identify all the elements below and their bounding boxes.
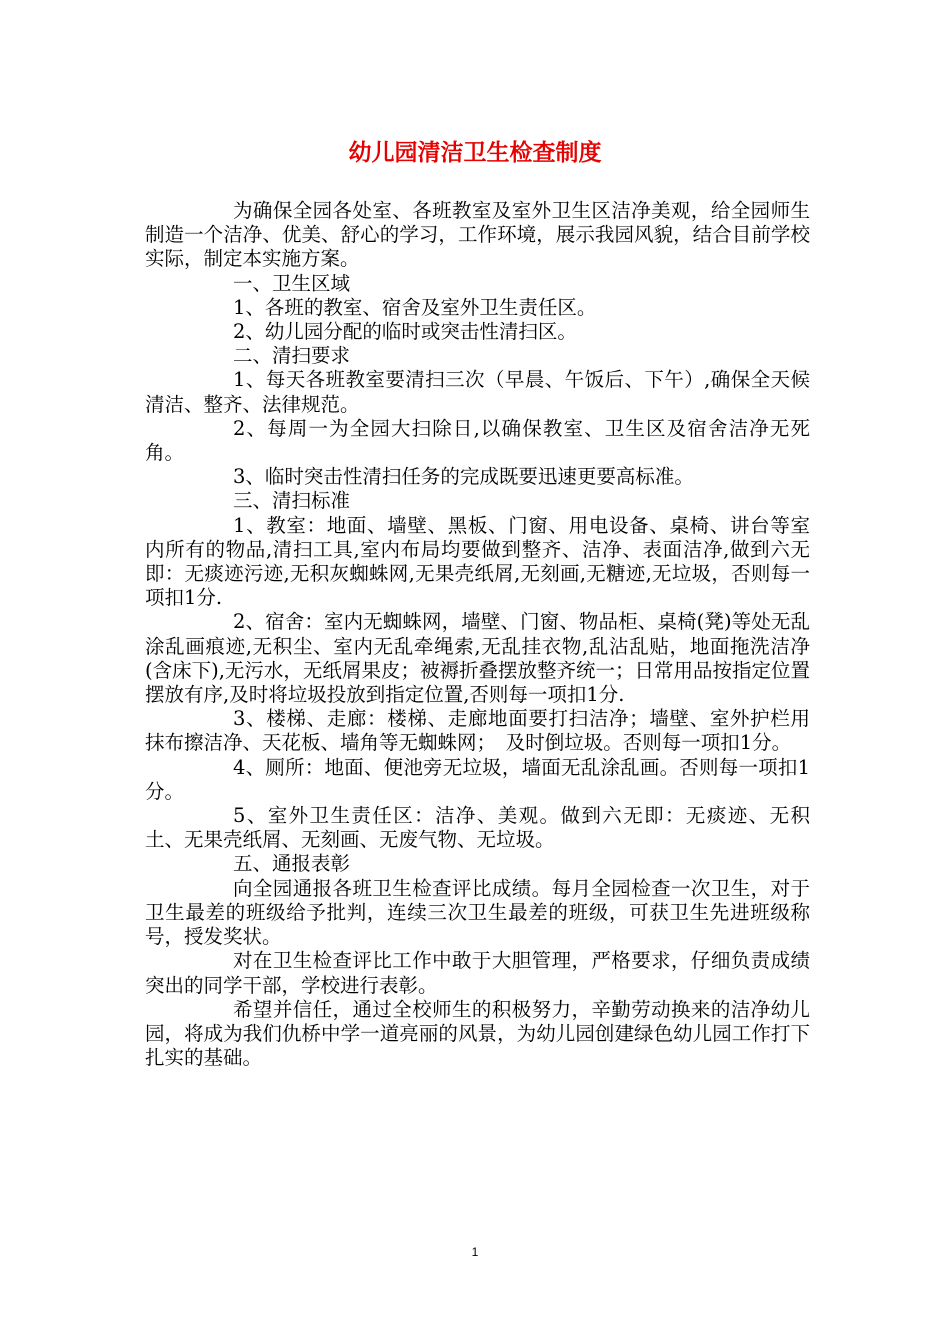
paragraph-item: 对在卫生检查评比工作中敢于大胆管理，严格要求，仔细负责成绩突出的同学干部，学校进行表彰。 bbox=[145, 949, 810, 997]
paragraph-item: 1、教室：地面、墙壁、黑板、门窗、用电设备、桌椅、讲台等室内所有的物品,清扫工具,室内布局均要做到整齐、洁净、表面洁净,做到六无即：无痰迹污迹,无积灰蜘蛛网,无果壳纸屑,无刻画,无糖迹,无垃圾，否则每一项扣1分. bbox=[145, 513, 810, 610]
paragraph-item: 1、每天各班教室要清扫三次（早晨、午饭后、下午）,确保全天候清洁、整齐、法律规范。 bbox=[145, 368, 810, 416]
paragraph-item: 5、室外卫生责任区：洁净、美观。做到六无即：无痰迹、无积土、无果壳纸屑、无刻画、无废气物、无垃圾。 bbox=[145, 804, 810, 852]
section-heading-hygiene-areas: 一、卫生区域 bbox=[233, 271, 351, 295]
section-heading-cleaning-standards: 三、清扫标准 bbox=[233, 489, 351, 513]
paragraph-item: 3、临时突击性清扫任务的完成既要迅速更要高标准。 bbox=[233, 465, 694, 489]
document-title: 幼儿园清洁卫生检查制度 bbox=[348, 140, 602, 166]
paragraph-item: 1、各班的教室、宿舍及室外卫生责任区。 bbox=[233, 295, 597, 319]
paragraph-item: 向全园通报各班卫生检查评比成绩。每月全园检查一次卫生，对于卫生最差的班级给予批判，连续三次卫生最差的班级，可获卫生先进班级称号，授发奖状。 bbox=[145, 876, 810, 949]
section-heading-cleaning-requirements: 二、清扫要求 bbox=[233, 344, 351, 368]
paragraph-intro: 为确保全园各处室、各班教室及室外卫生区洁净美观，给全园师生制造一个洁净、优美、舒心的学习，工作环境，展示我园风貌，结合目前学校实际，制定本实施方案。 bbox=[145, 199, 810, 271]
paragraph-item: 4、厕所：地面、便池旁无垃圾，墙面无乱涂乱画。否则每一项扣1分。 bbox=[145, 755, 810, 803]
section-heading-commendation: 五、通报表彰 bbox=[233, 852, 351, 876]
paragraph-item: 2、每周一为全园大扫除日,以确保教室、卫生区及宿舍洁净无死角。 bbox=[145, 416, 810, 465]
document-body bbox=[145, 199, 810, 1070]
paragraph-item: 2、宿舍：室内无蜘蛛网，墙壁、门窗、物品柜、桌椅(凳)等处无乱涂乱画痕迹,无积尘、室内无乱牵绳索,无乱挂衣物,乱沾乱贴，地面拖洗洁净(含床下),无污水，无纸屑果皮；被褥折叠摆放整齐统一；日常用品按指定位置摆放有序,及时将垃圾投放到指定位置,否则每一项扣1分. bbox=[145, 610, 810, 707]
page-number: 1 bbox=[471, 1245, 479, 1259]
paragraph-item: 2、幼儿园分配的临时或突击性清扫区。 bbox=[233, 320, 577, 344]
paragraph-item: 3、楼梯、走廊：楼梯、走廊地面要打扫洁净；墙壁、室外护栏用抹布擦洁净、天花板、墙角等无蜘蛛网； 及时倒垃圾。否则每一项扣1分。 bbox=[145, 707, 810, 755]
paragraph-closing: 希望并信任，通过全校师生的积极努力，辛勤劳动换来的洁净幼儿园，将成为我们仇桥中学一道亮丽的风景，为幼儿园创建绿色幼儿园工作打下扎实的基础。 bbox=[145, 997, 810, 1070]
